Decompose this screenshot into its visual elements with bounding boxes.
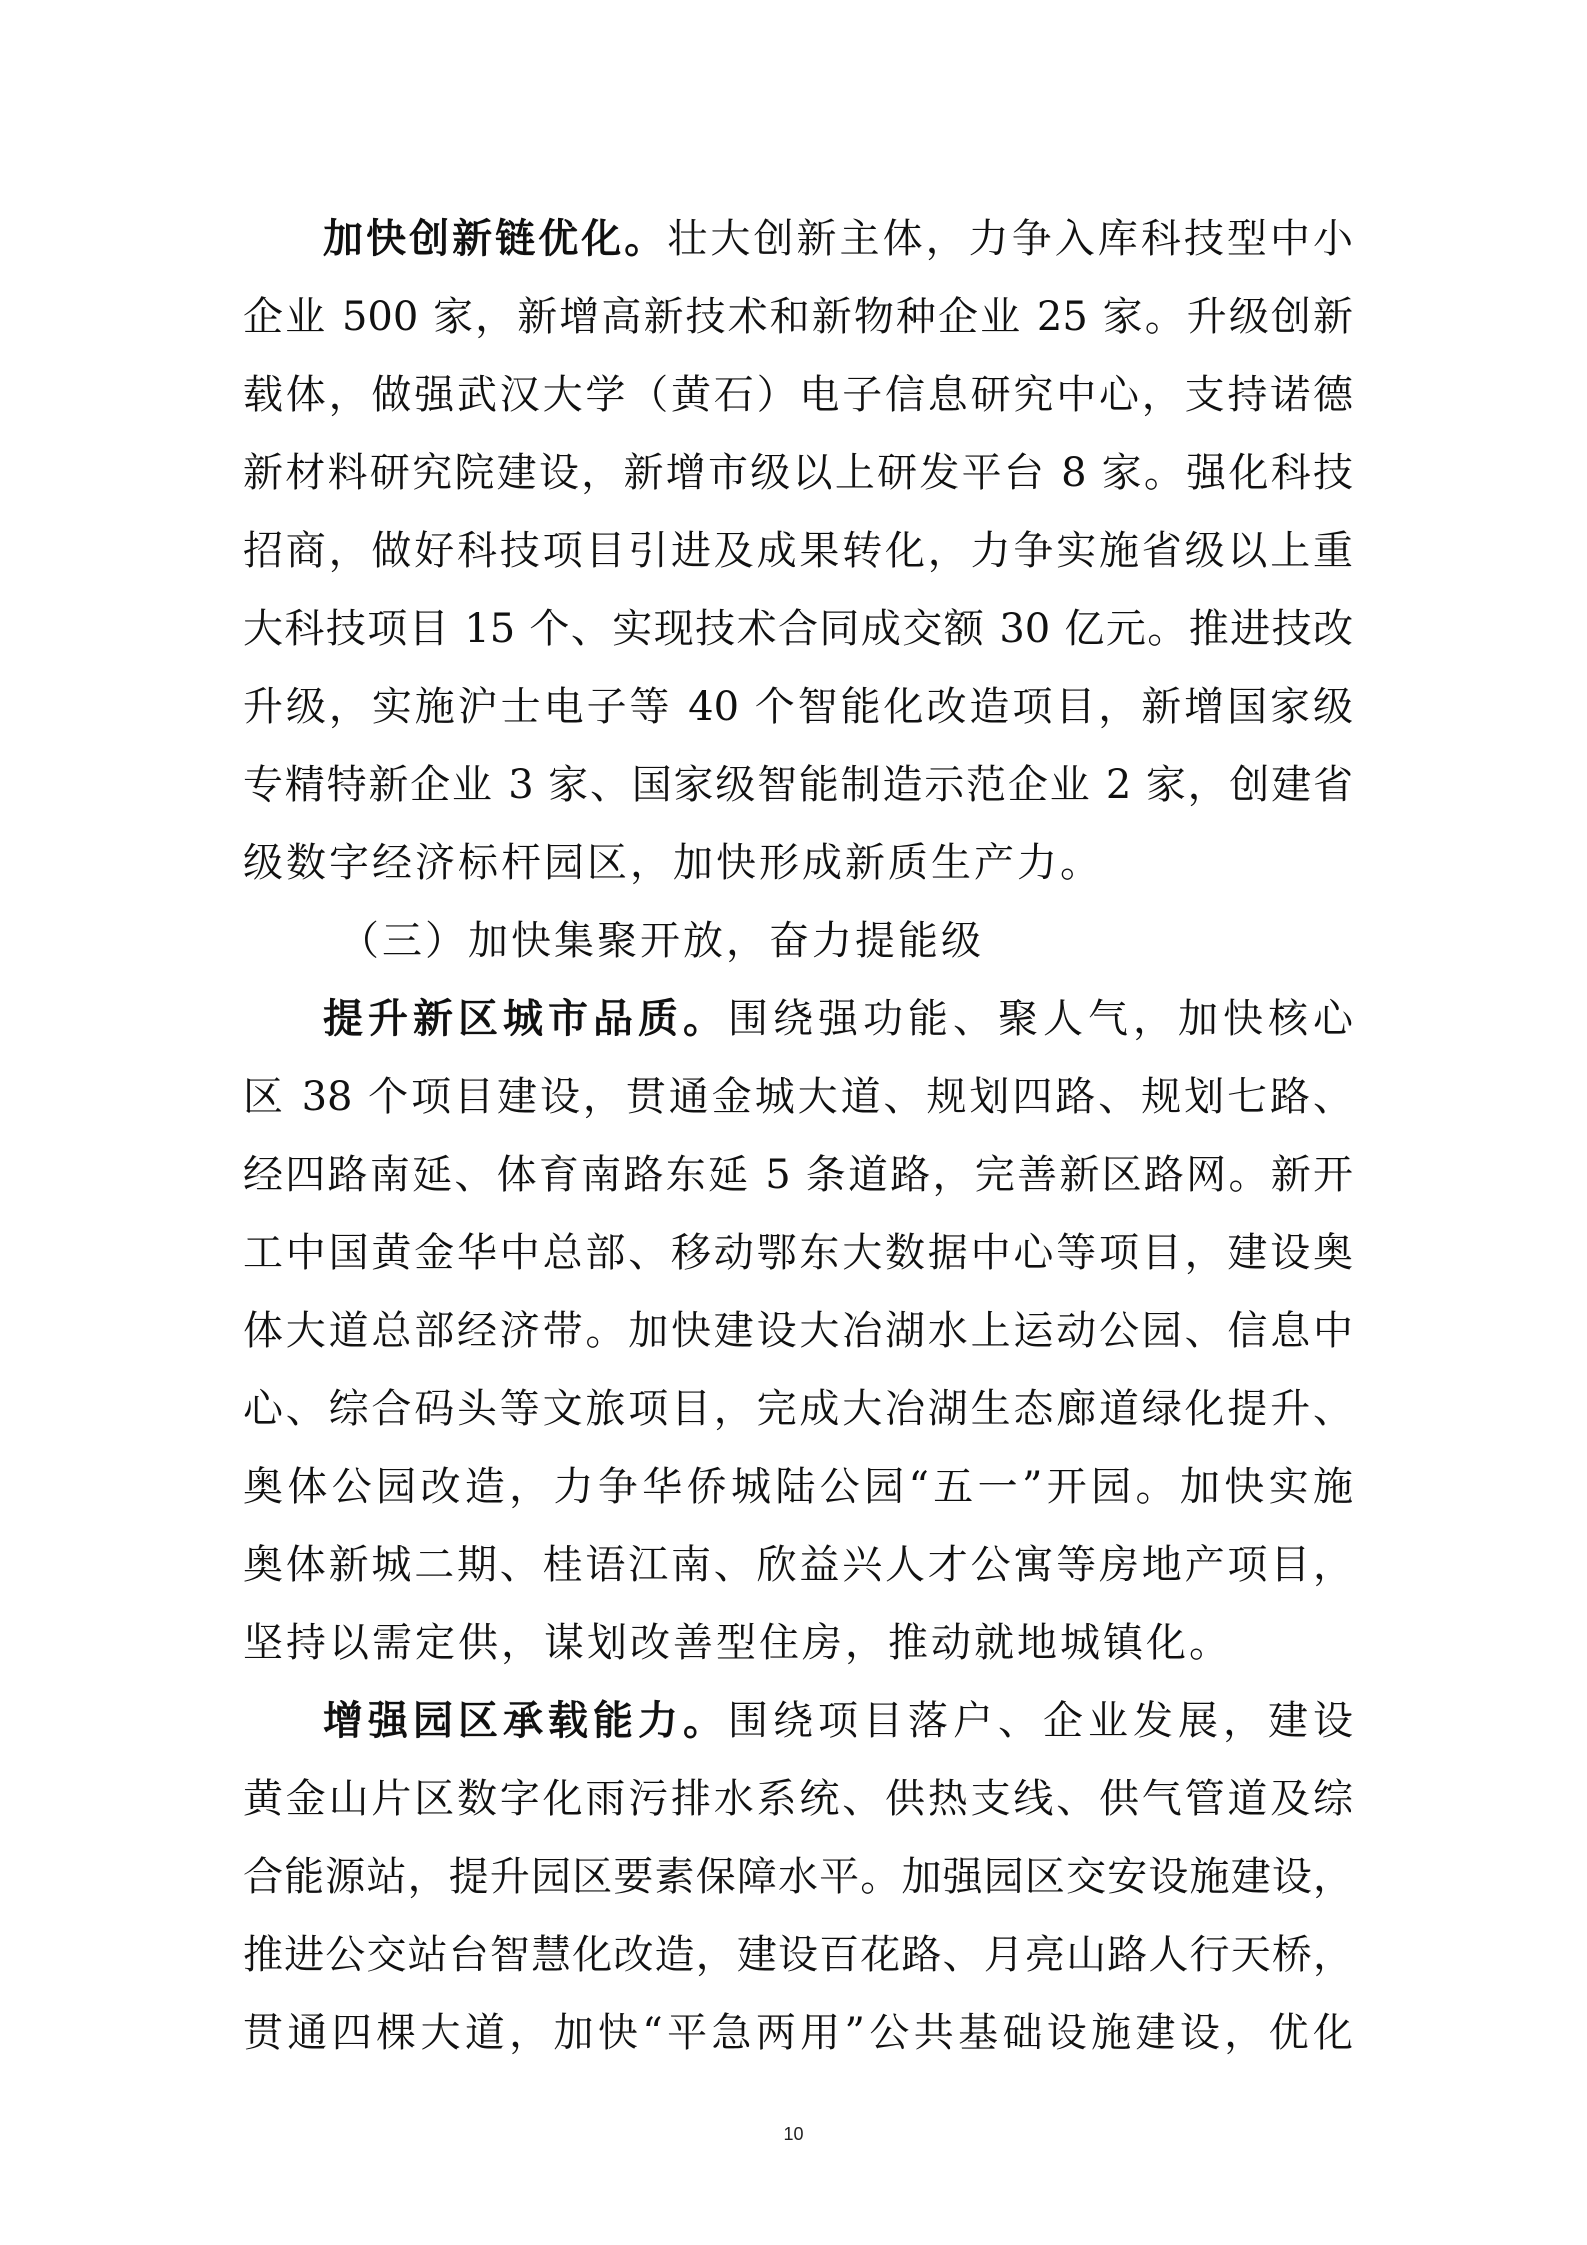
paragraph-1-line: 载体，做强武汉大学（黄石）电子信息研究中心，支持诺德 bbox=[243, 372, 1353, 418]
paragraph-2-line-last: 坚持以需定供，谋划改善型住房，推动就地城镇化。 bbox=[243, 1620, 1232, 1666]
paragraph-1-line-1 bbox=[243, 200, 1353, 278]
paragraph-2-line: 心、综合码头等文旅项目，完成大冶湖生态廊道绿化提升、 bbox=[243, 1386, 1353, 1432]
paragraph-1-line-last: 级数字经济标杆园区，加快形成新质生产力。 bbox=[243, 840, 1103, 886]
paragraph-2-line: 奥体新城二期、桂语江南、欣益兴人才公寓等房地产项目， bbox=[243, 1542, 1353, 1588]
paragraph-2-lead: 提升新区城市品质。 bbox=[323, 995, 728, 1042]
paragraph-3-line: 黄金山片区数字化雨污排水系统、供热支线、供气管道及综 bbox=[243, 1776, 1353, 1822]
paragraph-1-line: 招商，做好科技项目引进及成果转化，力争实施省级以上重 bbox=[243, 528, 1353, 574]
paragraph-2-first-line-text: 围绕强功能、聚人气，加快核心 bbox=[728, 996, 1353, 1042]
paragraph-2-line: 区 38 个项目建设，贯通金城大道、规划四路、规划七路、 bbox=[243, 1074, 1353, 1120]
paragraph-1-line: 新材料研究院建设，新增市级以上研发平台 8 家。强化科技 bbox=[243, 450, 1353, 496]
paragraph-2-line-1 bbox=[243, 980, 1353, 1058]
paragraph-3-line: 合能源站，提升园区要素保障水平。加强园区交安设施建设， bbox=[243, 1854, 1353, 1900]
paragraph-2-line: 经四路南延、体育南路东延 5 条道路，完善新区路网。新开 bbox=[243, 1152, 1353, 1198]
paragraph-2-line: 工中国黄金华中总部、移动鄂东大数据中心等项目，建设奥 bbox=[243, 1230, 1353, 1276]
paragraph-3-lead: 增强园区承载能力。 bbox=[323, 1697, 728, 1744]
paragraph-1-line: 升级，实施沪士电子等 40 个智能化改造项目，新增国家级 bbox=[243, 684, 1353, 730]
paragraph-1-line: 大科技项目 15 个、实现技术合同成交额 30 亿元。推进技改 bbox=[243, 606, 1353, 652]
section-heading: （三）加快集聚开放，奋力提能级 bbox=[339, 918, 984, 964]
paragraph-3-line: 贯通四棵大道，加快“平急两用”公共基础设施建设，优化 bbox=[243, 2010, 1353, 2056]
document-body bbox=[243, 200, 1353, 2072]
paragraph-3-line-1 bbox=[243, 1682, 1353, 1760]
paragraph-3-first-line-text: 围绕项目落户、企业发展，建设 bbox=[728, 1698, 1353, 1744]
paragraph-2-line: 体大道总部经济带。加快建设大冶湖水上运动公园、信息中 bbox=[243, 1308, 1353, 1354]
paragraph-1-lead: 加快创新链优化。 bbox=[323, 215, 668, 262]
paragraph-1-line: 专精特新企业 3 家、国家级智能制造示范企业 2 家，创建省 bbox=[243, 762, 1353, 808]
page-number: 10 bbox=[783, 2124, 804, 2144]
paragraph-3-line: 推进公交站台智慧化改造，建设百花路、月亮山路人行天桥， bbox=[243, 1932, 1353, 1978]
paragraph-2-line: 奥体公园改造，力争华侨城陆公园“五一”开园。加快实施 bbox=[243, 1464, 1353, 1510]
paragraph-1-first-line-text: 壮大创新主体，力争入库科技型中小 bbox=[667, 216, 1354, 262]
paragraph-1-line: 企业 500 家，新增高新技术和新物种企业 25 家。升级创新 bbox=[243, 294, 1353, 340]
